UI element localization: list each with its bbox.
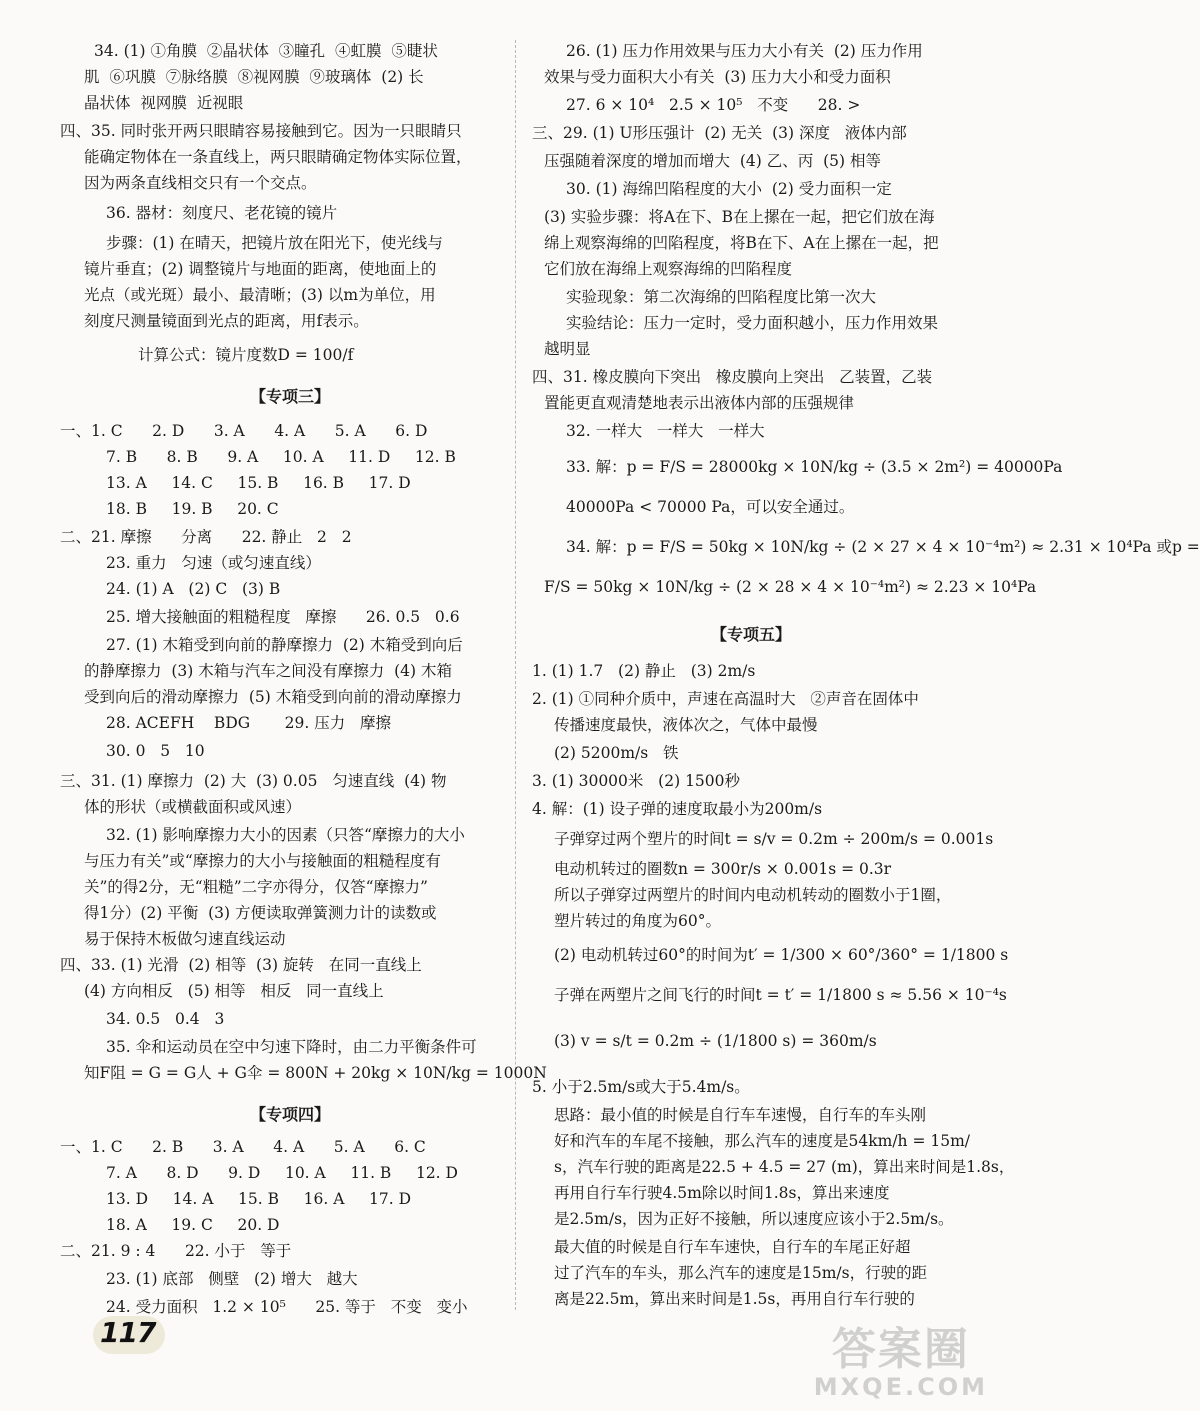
- text-line: 绵上观察海绵的凹陷程度，将B在下、A在上摞在一起，把: [544, 234, 939, 252]
- text-line: 1. (1) 1.7 (2) 静止 (3) 2m/s: [532, 662, 756, 680]
- text-line: 过了汽车的车头，那么汽车的速度是15m/s，行驶的距: [554, 1264, 928, 1282]
- text-line: 实验现象：第二次海绵的凹陷程度比第一次大: [566, 288, 877, 306]
- text-line: 置能更直观清楚地表示出液体内部的压强规律: [544, 394, 855, 412]
- text-line: 4. 解：(1) 设子弹的速度取最小为200m/s: [532, 800, 823, 818]
- text-line: 能确定物体在一条直线上，两只眼睛确定物体实际位置，: [84, 148, 472, 166]
- text-line: 电动机转过的圈数n = 300r/s × 0.001s = 0.3r: [554, 860, 892, 878]
- text-line: 三、31. (1) 摩擦力 (2) 大 (3) 0.05 匀速直线 (4) 物: [60, 772, 447, 790]
- text-line: 的静摩擦力 (3) 木箱与汽车之间没有摩擦力 (4) 木箱: [84, 662, 452, 680]
- text-line: 越明显: [544, 340, 591, 358]
- text-line: 子弹在两塑片之间飞行的时间t = t′ = 1/1800 s ≈ 5.56 × 10⁻⁴s: [554, 986, 1007, 1004]
- text-line: 二、21. 9 : 4 22. 小于 等于: [60, 1242, 292, 1260]
- text-line: (3) v = s/t = 0.2m ÷ (1/1800 s) = 360m/s: [554, 1032, 877, 1050]
- text-line: (4) 方向相反 (5) 相等 相反 同一直线上: [84, 982, 384, 1000]
- text-line: 受到向后的滑动摩擦力 (5) 木箱受到向前的滑动摩擦力: [84, 688, 462, 706]
- text-line: 13. D 14. A 15. B 16. A 17. D: [106, 1190, 412, 1208]
- watermark: [814, 1313, 988, 1401]
- text-line: 30. (1) 海绵凹陷程度的大小 (2) 受力面积一定: [566, 180, 892, 198]
- text-line: 四、31. 橡皮膜向下突出 橡皮膜向上突出 乙装置，乙装: [532, 368, 933, 386]
- text-line: 30. 0 5 10: [106, 742, 205, 760]
- text-line: 与压力有关”或“摩擦力的大小与接触面的粗糙程度有: [84, 852, 441, 870]
- text-line: 40000Pa < 70000 Pa，可以安全通过。: [566, 498, 855, 516]
- text-line: 计算公式：镜片度数D = 100/f: [138, 346, 354, 364]
- text-line: 实验结论：压力一定时，受力面积越小，压力作用效果: [566, 314, 939, 332]
- watermark-logo-text: 答案圈: [831, 1324, 970, 1375]
- text-line: 34. 0.5 0.4 3: [106, 1010, 225, 1028]
- text-line: 肌 ⑥巩膜 ⑦脉络膜 ⑧视网膜 ⑨玻璃体 (2) 长: [84, 68, 424, 86]
- text-line: 32. 一样大 一样大 一样大: [566, 422, 765, 440]
- text-line: 一、1. C 2. D 3. A 4. A 5. A 6. D: [60, 422, 428, 440]
- text-line: 所以子弹穿过两塑片的时间内电动机转动的圈数小于1圈，: [554, 886, 952, 904]
- text-line: 26. (1) 压力作用效果与压力大小有关 (2) 压力作用: [566, 42, 923, 60]
- text-line: 得1分）(2) 平衡 (3) 方便读取弹簧测力计的读数或: [84, 904, 437, 922]
- text-line: 35. 伞和运动员在空中匀速下降时，由二力平衡条件可: [106, 1038, 477, 1056]
- text-line: 18. B 19. B 20. C: [106, 500, 279, 518]
- text-line: 7. B 8. B 9. A 10. A 11. D 12. B: [106, 448, 456, 466]
- text-line: F/S = 50kg × 10N/kg ÷ (2 × 28 × 4 × 10⁻⁴m²) ≈ 2.23 × 10⁴Pa: [544, 578, 1037, 596]
- text-line: 34. (1) ①角膜 ②晶状体 ③瞳孔 ④虹膜 ⑤睫状: [94, 42, 438, 60]
- column-divider: [515, 40, 516, 1310]
- text-line: (2) 5200m/s 铁: [554, 744, 679, 762]
- text-line: 它们放在海绵上观察海绵的凹陷程度: [544, 260, 793, 278]
- text-line: 7. A 8. D 9. D 10. A 11. B 12. D: [106, 1164, 458, 1182]
- text-line: 34. 解：p = F/S = 50kg × 10N/kg ÷ (2 × 27 × 4 × 10⁻⁴m²) ≈ 2.31 × 10⁴Pa 或p =: [566, 538, 1200, 556]
- section-heading: 【专项三】: [249, 387, 330, 406]
- text-line: 因为两条直线相交只有一个交点。: [84, 174, 317, 192]
- text-line: 子弹穿过两个塑片的时间t = s/v = 0.2m ÷ 200m/s = 0.001s: [554, 830, 994, 848]
- text-line: 二、21. 摩擦 分离 22. 静止 2 2: [60, 528, 352, 546]
- text-line: 再用自行车行驶4.5m除以时间1.8s，算出来速度: [554, 1184, 890, 1202]
- text-line: 传播速度最快，液体次之，气体中最慢: [554, 716, 818, 734]
- text-line: 27. 6 × 10⁴ 2.5 × 10⁵ 不变 28. >: [566, 96, 861, 114]
- text-line: 28. ACEFH BDG 29. 压力 摩擦: [106, 714, 391, 732]
- text-line: 压强随着深度的增加而增大 (4) 乙、丙 (5) 相等: [544, 152, 881, 170]
- text-line: 23. 重力 匀速（或匀速直线）: [106, 554, 321, 572]
- text-line: 塑片转过的角度为60°。: [554, 912, 721, 930]
- text-line: (2) 电动机转过60°的时间为t′ = 1/300 × 60°/360° = 1/1800 s: [554, 946, 1009, 964]
- text-line: 思路：最小值的时候是自行车车速慢，自行车的车头刚: [554, 1106, 927, 1124]
- text-line: 关”的得2分，无“粗糙”二字亦得分，仅答“摩擦力”: [84, 878, 428, 896]
- text-line: 最大值的时候是自行车车速快，自行车的车尾正好超: [554, 1238, 911, 1256]
- watermark-url: MXQE.COM: [813, 1373, 988, 1401]
- text-line: 13. A 14. C 15. B 16. B 17. D: [106, 474, 411, 492]
- text-line: 36. 器材：刻度尺、老花镜的镜片: [106, 204, 338, 222]
- page-number: 117: [100, 1316, 156, 1349]
- text-line: 是2.5m/s，因为正好不接触，所以速度应该小于2.5m/s。: [554, 1210, 954, 1228]
- text-line: 体的形状（或横截面积或风速）: [84, 798, 302, 816]
- text-line: 3. (1) 30000米 (2) 1500秒: [532, 772, 741, 790]
- text-line: 好和汽车的车尾不接触，那么汽车的速度是54km/h = 15m/: [554, 1132, 971, 1150]
- text-line: 一、1. C 2. B 3. A 4. A 5. A 6. C: [60, 1138, 426, 1156]
- text-line: (3) 实验步骤：将A在下、B在上摞在一起，把它们放在海: [544, 208, 935, 226]
- text-line: 镜片垂直；(2) 调整镜片与地面的距离，使地面上的: [84, 260, 437, 278]
- text-line: 32. (1) 影响摩擦力大小的因素（只答“摩擦力的大小: [106, 826, 465, 844]
- text-line: 24. 受力面积 1.2 × 10⁵ 25. 等于 不变 变小: [106, 1298, 468, 1316]
- text-line: 27. (1) 木箱受到向前的静摩擦力 (2) 木箱受到向后: [106, 636, 463, 654]
- text-line: 23. (1) 底部 侧壁 (2) 增大 越大: [106, 1270, 358, 1288]
- text-line: 三、29. (1) U形压强计 (2) 无关 (3) 深度 液体内部: [532, 124, 907, 142]
- text-line: 2. (1) ①同种介质中，声速在高温时大 ②声音在固体中: [532, 690, 919, 708]
- text-line: 33. 解：p = F/S = 28000kg × 10N/kg ÷ (3.5 × 2m²) = 40000Pa: [566, 458, 1063, 476]
- text-line: 24. (1) A (2) C (3) B: [106, 580, 281, 598]
- text-line: 离是22.5m，算出来时间是1.5s，再用自行车行驶的: [554, 1290, 915, 1308]
- text-line: 晶状体 视网膜 近视眼: [84, 94, 244, 112]
- text-line: 刻度尺测量镜面到光点的距离，用f表示。: [84, 312, 369, 330]
- text-line: 5. 小于2.5m/s或大于5.4m/s。: [532, 1078, 750, 1096]
- text-line: 25. 增大接触面的粗糙程度 摩擦 26. 0.5 0.6: [106, 608, 460, 626]
- text-line: 四、35. 同时张开两只眼睛容易接触到它。因为一只眼睛只: [60, 122, 462, 140]
- text-line: 易于保持木板做匀速直线运动: [84, 930, 286, 948]
- text-line: s，汽车行驶的距离是22.5 + 4.5 = 27 (m)，算出来时间是1.8s，: [554, 1158, 1015, 1176]
- section-heading: 【专项五】: [710, 625, 791, 644]
- text-line: 光点（或光斑）最小、最清晰；(3) 以m为单位，用: [84, 286, 436, 304]
- text-line: 四、33. (1) 光滑 (2) 相等 (3) 旋转 在同一直线上: [60, 956, 422, 974]
- text-line: 18. A 19. C 20. D: [106, 1216, 280, 1234]
- text-line: 步骤：(1) 在晴天，把镜片放在阳光下，使光线与: [106, 234, 443, 252]
- section-heading: 【专项四】: [249, 1105, 330, 1124]
- text-line: 知F阻 = G = G人 + G伞 = 800N + 20kg × 10N/kg = 1000N: [84, 1064, 547, 1082]
- text-line: 效果与受力面积大小有关 (3) 压力大小和受力面积: [544, 68, 891, 86]
